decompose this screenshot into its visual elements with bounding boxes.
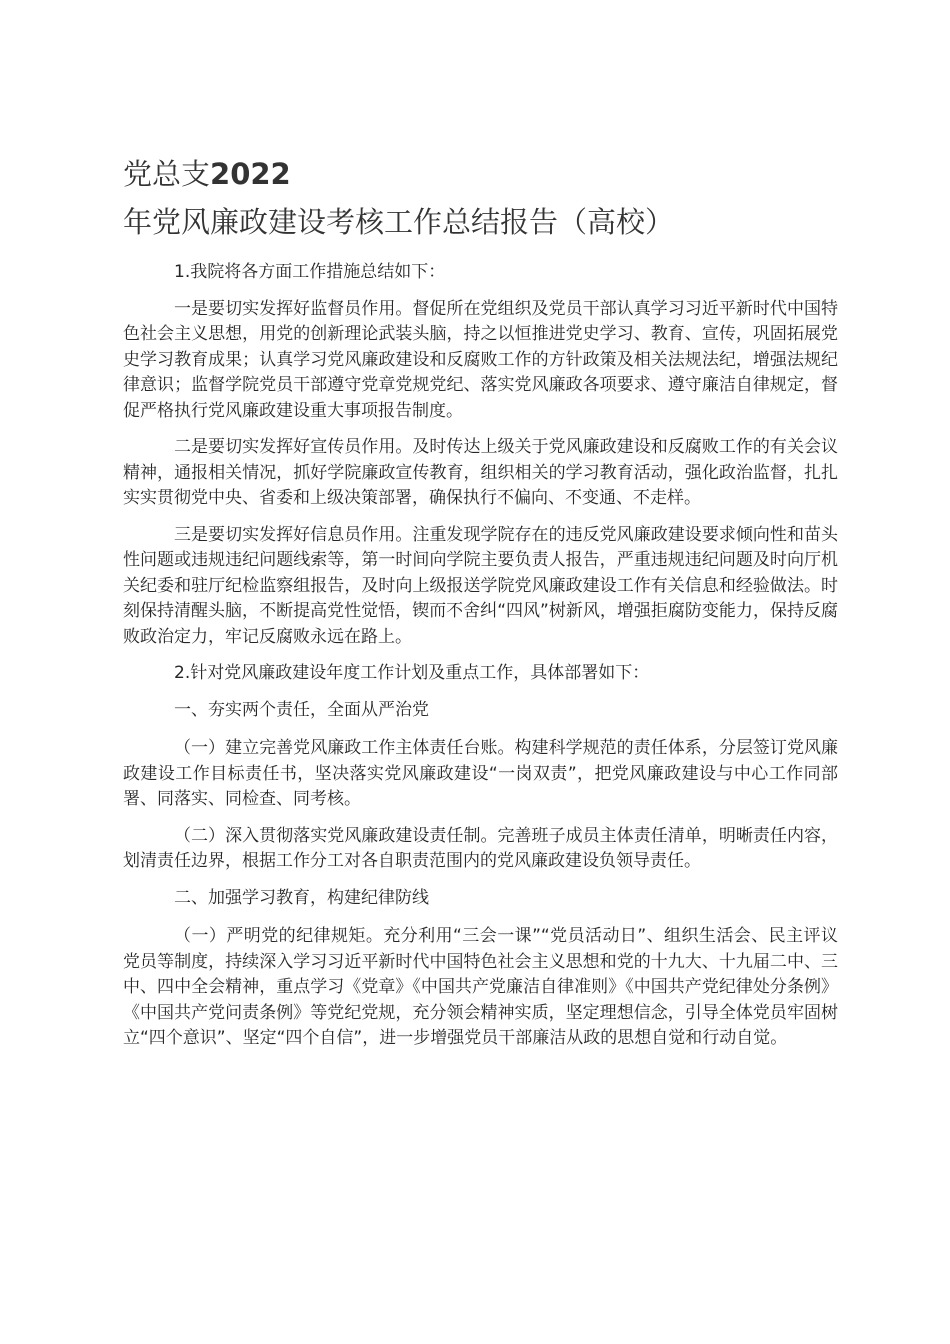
title-prefix: 党总支 (123, 157, 211, 191)
section-heading-responsibility: 一、夯实两个责任，全面从严治党 (174, 699, 429, 720)
paragraph-summary-intro: 1.我院将各方面工作措施总结如下： (174, 262, 446, 282)
title-year: 2022 (210, 157, 291, 191)
paragraph-supervisor-role: 一是要切实发挥好监督员作用。督促所在党组织及党员干部认真学习习近平新时代中国特色社会主义思想，用党的创新理论武装头脑，持之以恒推进党史学习、教育、宣传，巩固拓展党史学习教育成果；认真学习党风廉政建设和反腐败工作的方针政策及相关法规法纪，增强法规纪律意识；监督学院党员干部遵守党章党规党纪、落实党风廉政各项要求、遵守廉洁自律规定，督促严格执行党风廉政建设重大事项报告制度。 (123, 298, 838, 421)
section-heading-education: 二、加强学习教育，构建纪律防线 (174, 887, 429, 908)
paragraph-discipline-rules: （一）严明党的纪律规矩。充分利用“三会一课”“党员活动日”、组织生活会、民主评议党员等制度，持续深入学习习近平新时代中国特色社会主义思想和党的十九大、十九届二中、三中、四中全会精神，重点学习《党章》《中国共产党廉洁自律准则》《中国共产党纪律处分条例》《中国共产党问责条例》等党纪党规，充分领会精神实质，坚定理想信念，引导全体党员牢固树立“四个意识”、坚定“四个自信”，进一步增强党员干部廉洁从政的思想自觉和行动自觉。 (123, 926, 838, 1048)
paragraph-informant-role: 三是要切实发挥好信息员作用。注重发现学院存在的违反党风廉政建设要求倾向性和苗头性问题或违规违纪问题线索等，第一时间向学院主要负责人报告，严重违规违纪问题及时向厅机关纪委和驻厅纪检监察组报告，及时向上级报送学院党风廉政建设工作有关信息和经验做法。时刻保持清醒头脑，不断提高党性觉悟，锲而不舍纠“四风”树新风，增强拒腐防变能力，保持反腐败政治定力，牢记反腐败永远在路上。 (123, 524, 838, 647)
title-suffix: 年党风廉政建设考核工作总结报告（高校） (123, 205, 675, 239)
paragraph-publicity-role: 二是要切实发挥好宣传员作用。及时传达上级关于党风廉政建设和反腐败工作的有关会议精神，通报相关情况，抓好学院廉政宣传教育，组织相关的学习教育活动，强化政治监督，扎扎实实贯彻党中央、省委和上级决策部署，确保执行不偏向、不变通、不走样。 (123, 437, 838, 508)
paragraph-ledger: （一）建立完善党风廉政工作主体责任台账。构建科学规范的责任体系，分层签订党风廉政建设工作目标责任书，坚决落实党风廉政建设“一岗双责”，把党风廉政建设与中心工作同部署、同落实、同检查、同考核。 (123, 738, 838, 809)
document-title (123, 150, 838, 246)
paragraph-responsibility-system: （二）深入贯彻落实党风廉政建设责任制。完善班子成员主体责任清单，明晰责任内容，划清责任边界，根据工作分工对各自职责范围内的党风廉政建设负领导责任。 (123, 825, 838, 871)
document-page (123, 150, 838, 1063)
paragraph-plan-intro: 2.针对党风廉政建设年度工作计划及重点工作，具体部署如下： (174, 663, 650, 683)
